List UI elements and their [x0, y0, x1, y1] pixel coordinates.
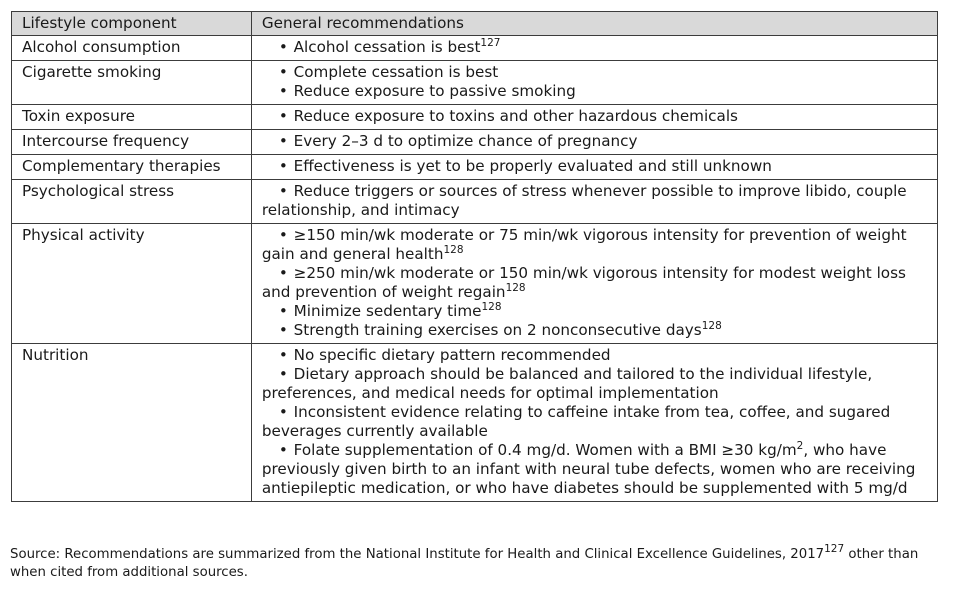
table-row: [12, 224, 938, 344]
recommendation-item: • Inconsistent evidence relating to caffeine intake from tea, coffee, and sugared beverages currently available: [261, 403, 891, 440]
row-recommendations: [251, 180, 937, 224]
header-lifestyle-component: Lifestyle component: [12, 12, 252, 36]
row-component: Physical activity: [12, 224, 252, 344]
recommendation-item: • Dietary approach should be balanced and tailored to the individual lifestyle, preferences, and medical needs for optimal implementation: [261, 365, 873, 402]
recommendation-item: • No specific dietary pattern recommended: [278, 346, 611, 364]
row-recommendations: [251, 344, 937, 502]
table-row: [12, 36, 938, 61]
recommendation-item: • Strength training exercises on 2 nonconsecutive days$^{128}$: [278, 320, 722, 339]
reference-superscript: 128: [701, 320, 722, 332]
row-component: Nutrition: [12, 344, 252, 502]
reference-superscript: 128: [505, 282, 526, 294]
row-recommendations: [251, 130, 937, 155]
table-row: [12, 180, 938, 224]
unit-superscript: 2: [796, 440, 804, 452]
table-row: [12, 130, 938, 155]
table-row: [12, 105, 938, 130]
row-recommendations: [251, 224, 937, 344]
table-row: [12, 344, 938, 502]
row-component: Psychological stress: [12, 180, 252, 224]
row-recommendations: [251, 36, 937, 61]
row-component: Toxin exposure: [12, 105, 252, 130]
reference-superscript: 127: [480, 37, 501, 49]
recommendation-item: • Folate supplementation of 0.4 mg/d. Women with a BMI ≥30 $kg/m^2$, who have previously given birth to an infant with neural tube defects, women who are receiving antiepileptic medication, or who have diabetes should be supplemented with 5 mg/d: [261, 440, 916, 497]
reference-superscript: 128: [481, 301, 502, 313]
recommendation-item: • Complete cessation is best: [278, 63, 499, 81]
table-row: [12, 61, 938, 105]
recommendation-item: • ≥250 min/wk moderate or 150 min/wk vigorous intensity for modest weight loss and prevention of weight regain$^{128}$: [261, 264, 906, 301]
row-component: Intercourse frequency: [12, 130, 252, 155]
table-header-row: [12, 12, 938, 36]
row-component: Cigarette smoking: [12, 61, 252, 105]
table-row: [12, 155, 938, 180]
source-note: Source: Recommendations are summarized from the National Institute for Health and Clinical Excellence Guidelines, 2017$^{127}$ other than when cited from additional sources.: [10, 543, 919, 580]
row-component: Alcohol consumption: [12, 36, 252, 61]
header-general-recommendations: General recommendations: [251, 12, 937, 36]
recommendation-item: • Reduce triggers or sources of stress whenever possible to improve libido, couple relationship, and intimacy: [261, 182, 907, 219]
recommendation-item: • ≥150 min/wk moderate or 75 min/wk vigorous intensity for prevention of weight gain and general health$^{128}$: [261, 226, 907, 263]
reference-superscript: 128: [443, 244, 464, 256]
row-recommendations: [251, 105, 937, 130]
row-component: Complementary therapies: [12, 155, 252, 180]
reference-superscript: 127: [824, 543, 845, 555]
recommendation-item: • Every 2–3 d to optimize chance of pregnancy: [278, 132, 638, 150]
recommendation-item: • Minimize sedentary time$^{128}$: [278, 301, 502, 320]
recommendations-table: [11, 11, 938, 502]
row-recommendations: [251, 61, 937, 105]
recommendation-item: • Reduce exposure to passive smoking: [278, 82, 576, 100]
row-recommendations: [251, 155, 937, 180]
recommendation-item: • Alcohol cessation is best$^{127}$: [278, 37, 501, 56]
recommendation-item: • Effectiveness is yet to be properly evaluated and still unknown: [278, 157, 772, 175]
recommendation-item: • Reduce exposure to toxins and other hazardous chemicals: [278, 107, 738, 125]
